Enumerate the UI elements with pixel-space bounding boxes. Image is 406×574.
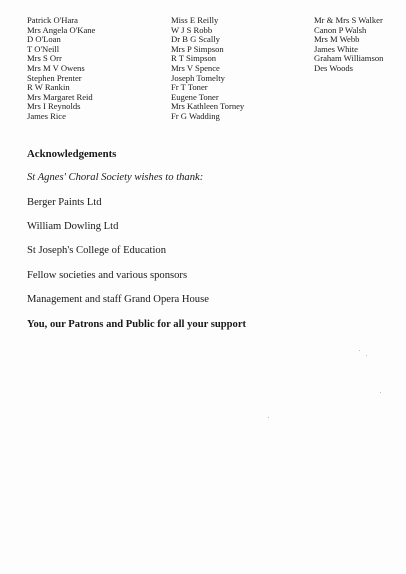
acknowledgement-item: St Joseph's College of Education — [27, 245, 167, 256]
patron-name: R T Simpson — [171, 53, 217, 64]
patron-name: Mrs S Orr — [27, 53, 62, 64]
paper-speck — [366, 355, 367, 356]
patron-name: Patrick O'Hara — [27, 15, 78, 25]
patron-name: Mrs Angela O'Kane — [27, 24, 96, 35]
patron-name: Joseph Tomelty — [171, 72, 225, 83]
paper-speck — [380, 392, 381, 393]
patron-name: Mrs V Spence — [171, 62, 220, 73]
patron-name: Mrs P Simpson — [171, 43, 224, 54]
patron-name: R W Rankin — [27, 82, 70, 93]
patron-name: Stephen Prenter — [27, 72, 82, 83]
acknowledgement-item: Fellow societies and various sponsors — [27, 270, 188, 281]
patron-name: Eugene Toner — [171, 91, 219, 102]
patron-name: Mrs Kathleen Torney — [171, 101, 245, 112]
patron-name: D O'Loan — [27, 34, 61, 45]
patron-name: Mrs M Webb — [314, 34, 360, 45]
patron-name: Mrs I Reynolds — [27, 101, 81, 112]
patron-list-column-2 — [171, 16, 244, 122]
acknowledgements-heading: Acknowledgements — [27, 148, 117, 160]
patron-list-column-1 — [27, 16, 95, 122]
patron-name: James Rice — [27, 110, 66, 121]
acknowledgements-closing: You, our Patrons and Public for all your support — [27, 319, 247, 330]
acknowledgements-intro: St Agnes' Choral Society wishes to thank: — [27, 172, 204, 183]
patron-name: Fr T Toner — [171, 82, 208, 93]
acknowledgement-item: William Dowling Ltd — [27, 221, 119, 232]
patron-name: James White — [314, 43, 358, 54]
patron-name: Fr G Wadding — [171, 110, 220, 121]
patron-list-column-3 — [314, 16, 383, 74]
patron-name: Des Woods — [314, 62, 354, 73]
patron-name: Dr B G Scally — [171, 34, 220, 45]
acknowledgement-item: Berger Paints Ltd — [27, 197, 102, 208]
acknowledgement-item: Management and staff Grand Opera House — [27, 294, 209, 305]
patron-name: Mrs Margaret Reid — [27, 91, 93, 102]
patron-name: Miss E Reilly — [171, 15, 219, 25]
patron-name: Canon P Walsh — [314, 24, 367, 35]
patron-name: T O'Neill — [27, 43, 60, 54]
patron-name: Mr & Mrs S Walker — [314, 15, 383, 25]
patron-name: W J S Robb — [171, 24, 213, 35]
patron-name: Graham Williamson — [314, 53, 384, 64]
patron-name: Mrs M V Owens — [27, 62, 85, 73]
paper-speck — [268, 417, 269, 418]
paper-speck — [359, 350, 360, 351]
